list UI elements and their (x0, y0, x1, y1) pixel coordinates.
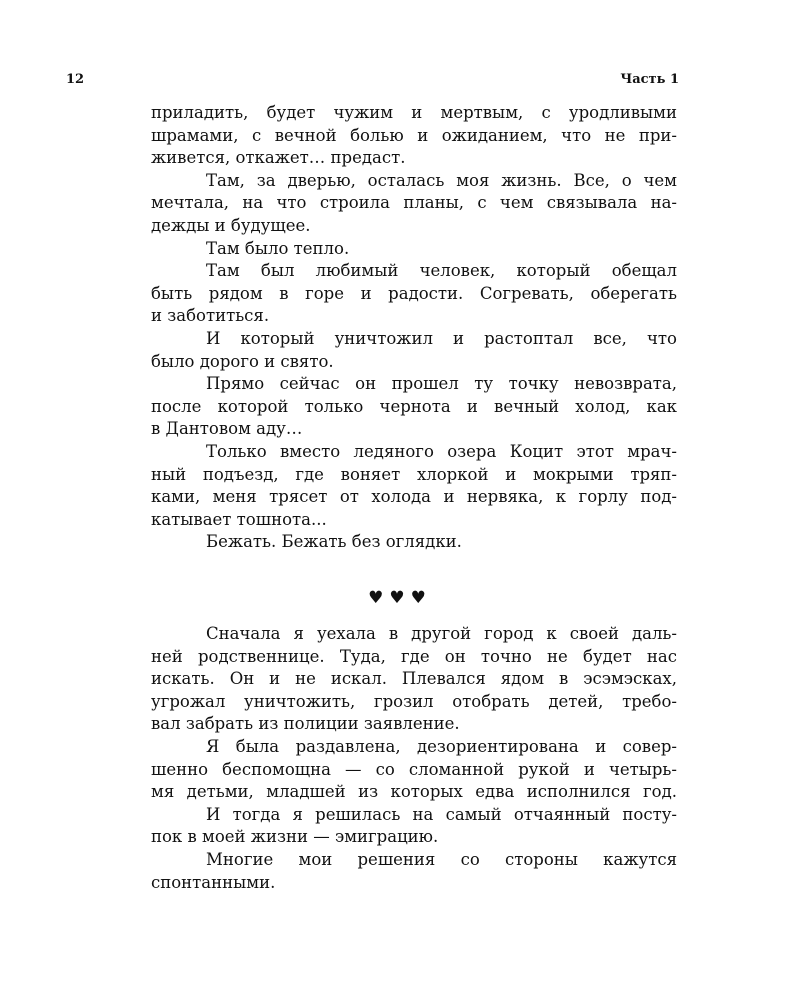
running-head (66, 72, 679, 94)
text-line: катывает тошнота... (151, 509, 327, 529)
text-line: Только вместо ледяного озера Коцит этот мрач- (206, 441, 677, 461)
text-line: живется, откажет… предаст. (151, 148, 406, 168)
text-line: угрожал уничтожить, грозил отобрать детей, требо- (151, 691, 677, 711)
text-line: шенно беспомощна — со сломанной рукой и четырь- (151, 759, 677, 779)
text-line: в Дантовом аду… (151, 419, 303, 439)
text-line: Я была раздавлена, дезориентирована и совер- (206, 736, 677, 756)
text-line: вал забрать из полиции заявление. (151, 714, 460, 734)
text-line: шрамами, с вечной болью и ожиданием, что не при- (151, 125, 677, 145)
text-line: И тогда я решилась на самый отчаянный посту- (206, 804, 677, 824)
text-line: Сначала я уехала в другой город к своей даль- (206, 624, 677, 643)
text-line: ный подъезд, где воняет хлоркой и мокрыми тряп- (151, 464, 677, 484)
text-line: и заботиться. (151, 306, 270, 326)
page-number: 12 (66, 72, 85, 87)
text-line: ней родственнице. Туда, где он точно не будет нас (151, 646, 677, 666)
text-block-1 (151, 102, 677, 554)
text-line: искать. Он и не искал. Плевался ядом в эсэмэсках, (151, 669, 677, 689)
part-label: Часть 1 (620, 72, 679, 87)
text-line: Прямо сейчас он прошел ту точку невозврата, (206, 374, 677, 394)
text-line: И который уничтожил и растоптал все, что (206, 328, 677, 348)
text-block-2 (151, 623, 677, 894)
text-line: спонтанными. (151, 872, 276, 892)
text-line: быть рядом в горе и радости. Согревать, оберегать (151, 283, 677, 303)
text-line: Там было тепло. (206, 238, 350, 258)
text-line: мечтала, на что строила планы, с чем связывала на- (151, 193, 677, 213)
text-line: пок в моей жизни — эмиграцию. (151, 827, 439, 847)
text-line: приладить, будет чужим и мертвым, с уродливыми (151, 103, 677, 122)
text-line: было дорого и свято. (151, 351, 334, 371)
text-line: Бежать. Бежать без оглядки. (206, 532, 462, 552)
text-line: Многие мои решения со стороны кажутся (206, 849, 677, 869)
text-line: Там, за дверью, осталась моя жизнь. Все, о чем (206, 170, 677, 190)
text-line: мя детьми, младшей из которых едва исполнился год. (151, 782, 677, 802)
text-line: дежды и будущее. (151, 215, 311, 235)
text-line: Там был любимый человек, который обещал (206, 261, 677, 281)
section-separator-hearts: ♥♥♥ (368, 588, 432, 608)
text-line: после которой только чернота и вечный холод, как (151, 396, 677, 416)
text-line: ками, меня трясет от холода и нервяка, к горлу под- (151, 487, 677, 507)
